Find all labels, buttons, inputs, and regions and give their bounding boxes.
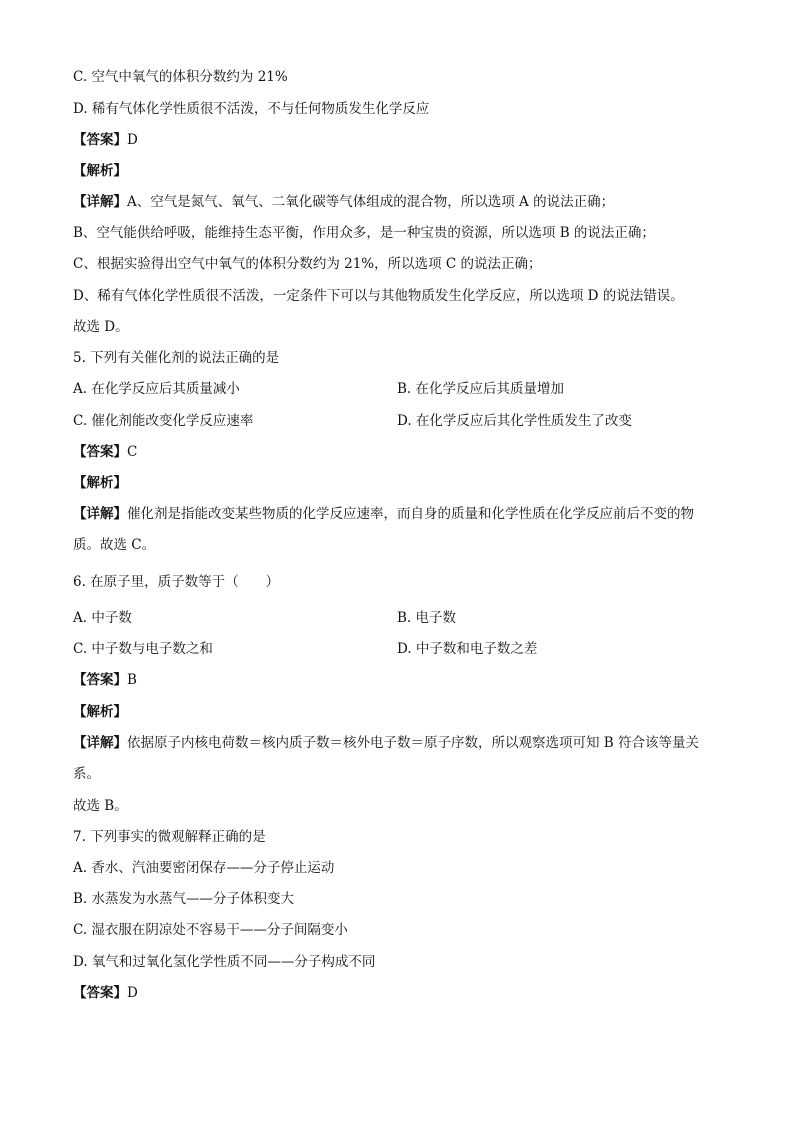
- q4-option-c: C. 空气中氧气的体积分数约为 21%: [73, 69, 288, 85]
- detail-text: 依据原子内核电荷数＝核内质子数＝核外电子数＝原子序数，所以观察选项可知 B 符合该等量关: [127, 735, 700, 751]
- answer-value: B: [127, 672, 137, 688]
- q6-detail-line-2: 系。: [73, 766, 100, 782]
- analysis-tag: 【解析】: [73, 163, 127, 179]
- q4-option-d: D. 稀有气体化学性质很不活泼，不与任何物质发生化学反应: [73, 101, 430, 117]
- q6-option-b: B. 电子数: [397, 610, 457, 626]
- q4-detail-line-4: D、稀有气体化学性质很不活泼，一定条件下可以与其他物质发生化学反应，所以选项 D 的说法错误。: [73, 288, 684, 304]
- q5-option-a: A. 在化学反应后其质量减小: [73, 381, 240, 397]
- q6-option-a: A. 中子数: [73, 610, 132, 626]
- detail-text: A、空气是氮气、氧气、二氧化碳等气体组成的混合物，所以选项 A 的说法正确；: [127, 194, 615, 210]
- q6-option-c: C. 中子数与电子数之和: [73, 641, 213, 657]
- q6-analysis-heading: [73, 703, 127, 721]
- q7-option-d: D. 氧气和过氧化氢化学性质不同——分子构成不同: [73, 954, 376, 970]
- detail-tag: 【详解】: [73, 506, 127, 522]
- answer-value: D: [127, 985, 138, 1001]
- q6-detail-line-1: [73, 734, 699, 752]
- q6-answer: [73, 671, 137, 689]
- q5-option-b: B. 在化学反应后其质量增加: [397, 381, 565, 397]
- q5-detail-line-2: 质。故选 C。: [73, 537, 156, 553]
- q7-answer: [73, 984, 138, 1002]
- q4-detail-line-2: B、空气能供给呼吸，能维持生态平衡，作用众多，是一种宝贵的资源，所以选项 B 的说法正确；: [73, 225, 655, 241]
- answer-tag: 【答案】: [73, 132, 127, 148]
- q4-detail-line-3: C、根据实验得出空气中氧气的体积分数约为 21%，所以选项 C 的说法正确；: [73, 256, 542, 272]
- q7-option-c: C. 湿衣服在阴凉处不容易干——分子间隔变小: [73, 922, 348, 938]
- q7-option-b: B. 水蒸发为水蒸气——分子体积变大: [73, 891, 295, 907]
- answer-tag: 【答案】: [73, 985, 127, 1001]
- q5-answer: [73, 443, 137, 461]
- q4-answer: [73, 131, 138, 149]
- q4-analysis-heading: [73, 162, 127, 180]
- detail-tag: 【详解】: [73, 194, 127, 210]
- answer-tag: 【答案】: [73, 444, 127, 460]
- q7-option-a: A. 香水、汽油要密闭保存——分子停止运动: [73, 860, 335, 876]
- analysis-tag: 【解析】: [73, 475, 127, 491]
- q7-question: 7. 下列事实的微观解释正确的是: [73, 829, 266, 845]
- q6-conclusion: 故选 B。: [73, 798, 128, 814]
- q5-option-c: C. 催化剂能改变化学反应速率: [73, 413, 254, 429]
- answer-value: C: [127, 444, 138, 460]
- q5-option-d: D. 在化学反应后其化学性质发生了改变: [397, 413, 632, 429]
- analysis-tag: 【解析】: [73, 704, 127, 720]
- detail-tag: 【详解】: [73, 735, 127, 751]
- detail-text: 催化剂是指能改变某些物质的化学反应速率，而自身的质量和化学性质在化学反应前后不变的物: [127, 506, 694, 522]
- q5-question: 5. 下列有关催化剂的说法正确的是: [73, 350, 280, 366]
- q6-question: 6. 在原子里，质子数等于（ ）: [73, 574, 280, 590]
- q6-option-d: D. 中子数和电子数之差: [397, 641, 538, 657]
- q5-detail-line-1: [73, 505, 694, 523]
- q5-analysis-heading: [73, 474, 127, 492]
- q4-conclusion: 故选 D。: [73, 319, 129, 335]
- answer-value: D: [127, 132, 138, 148]
- answer-tag: 【答案】: [73, 672, 127, 688]
- q4-detail-line-1: [73, 193, 614, 211]
